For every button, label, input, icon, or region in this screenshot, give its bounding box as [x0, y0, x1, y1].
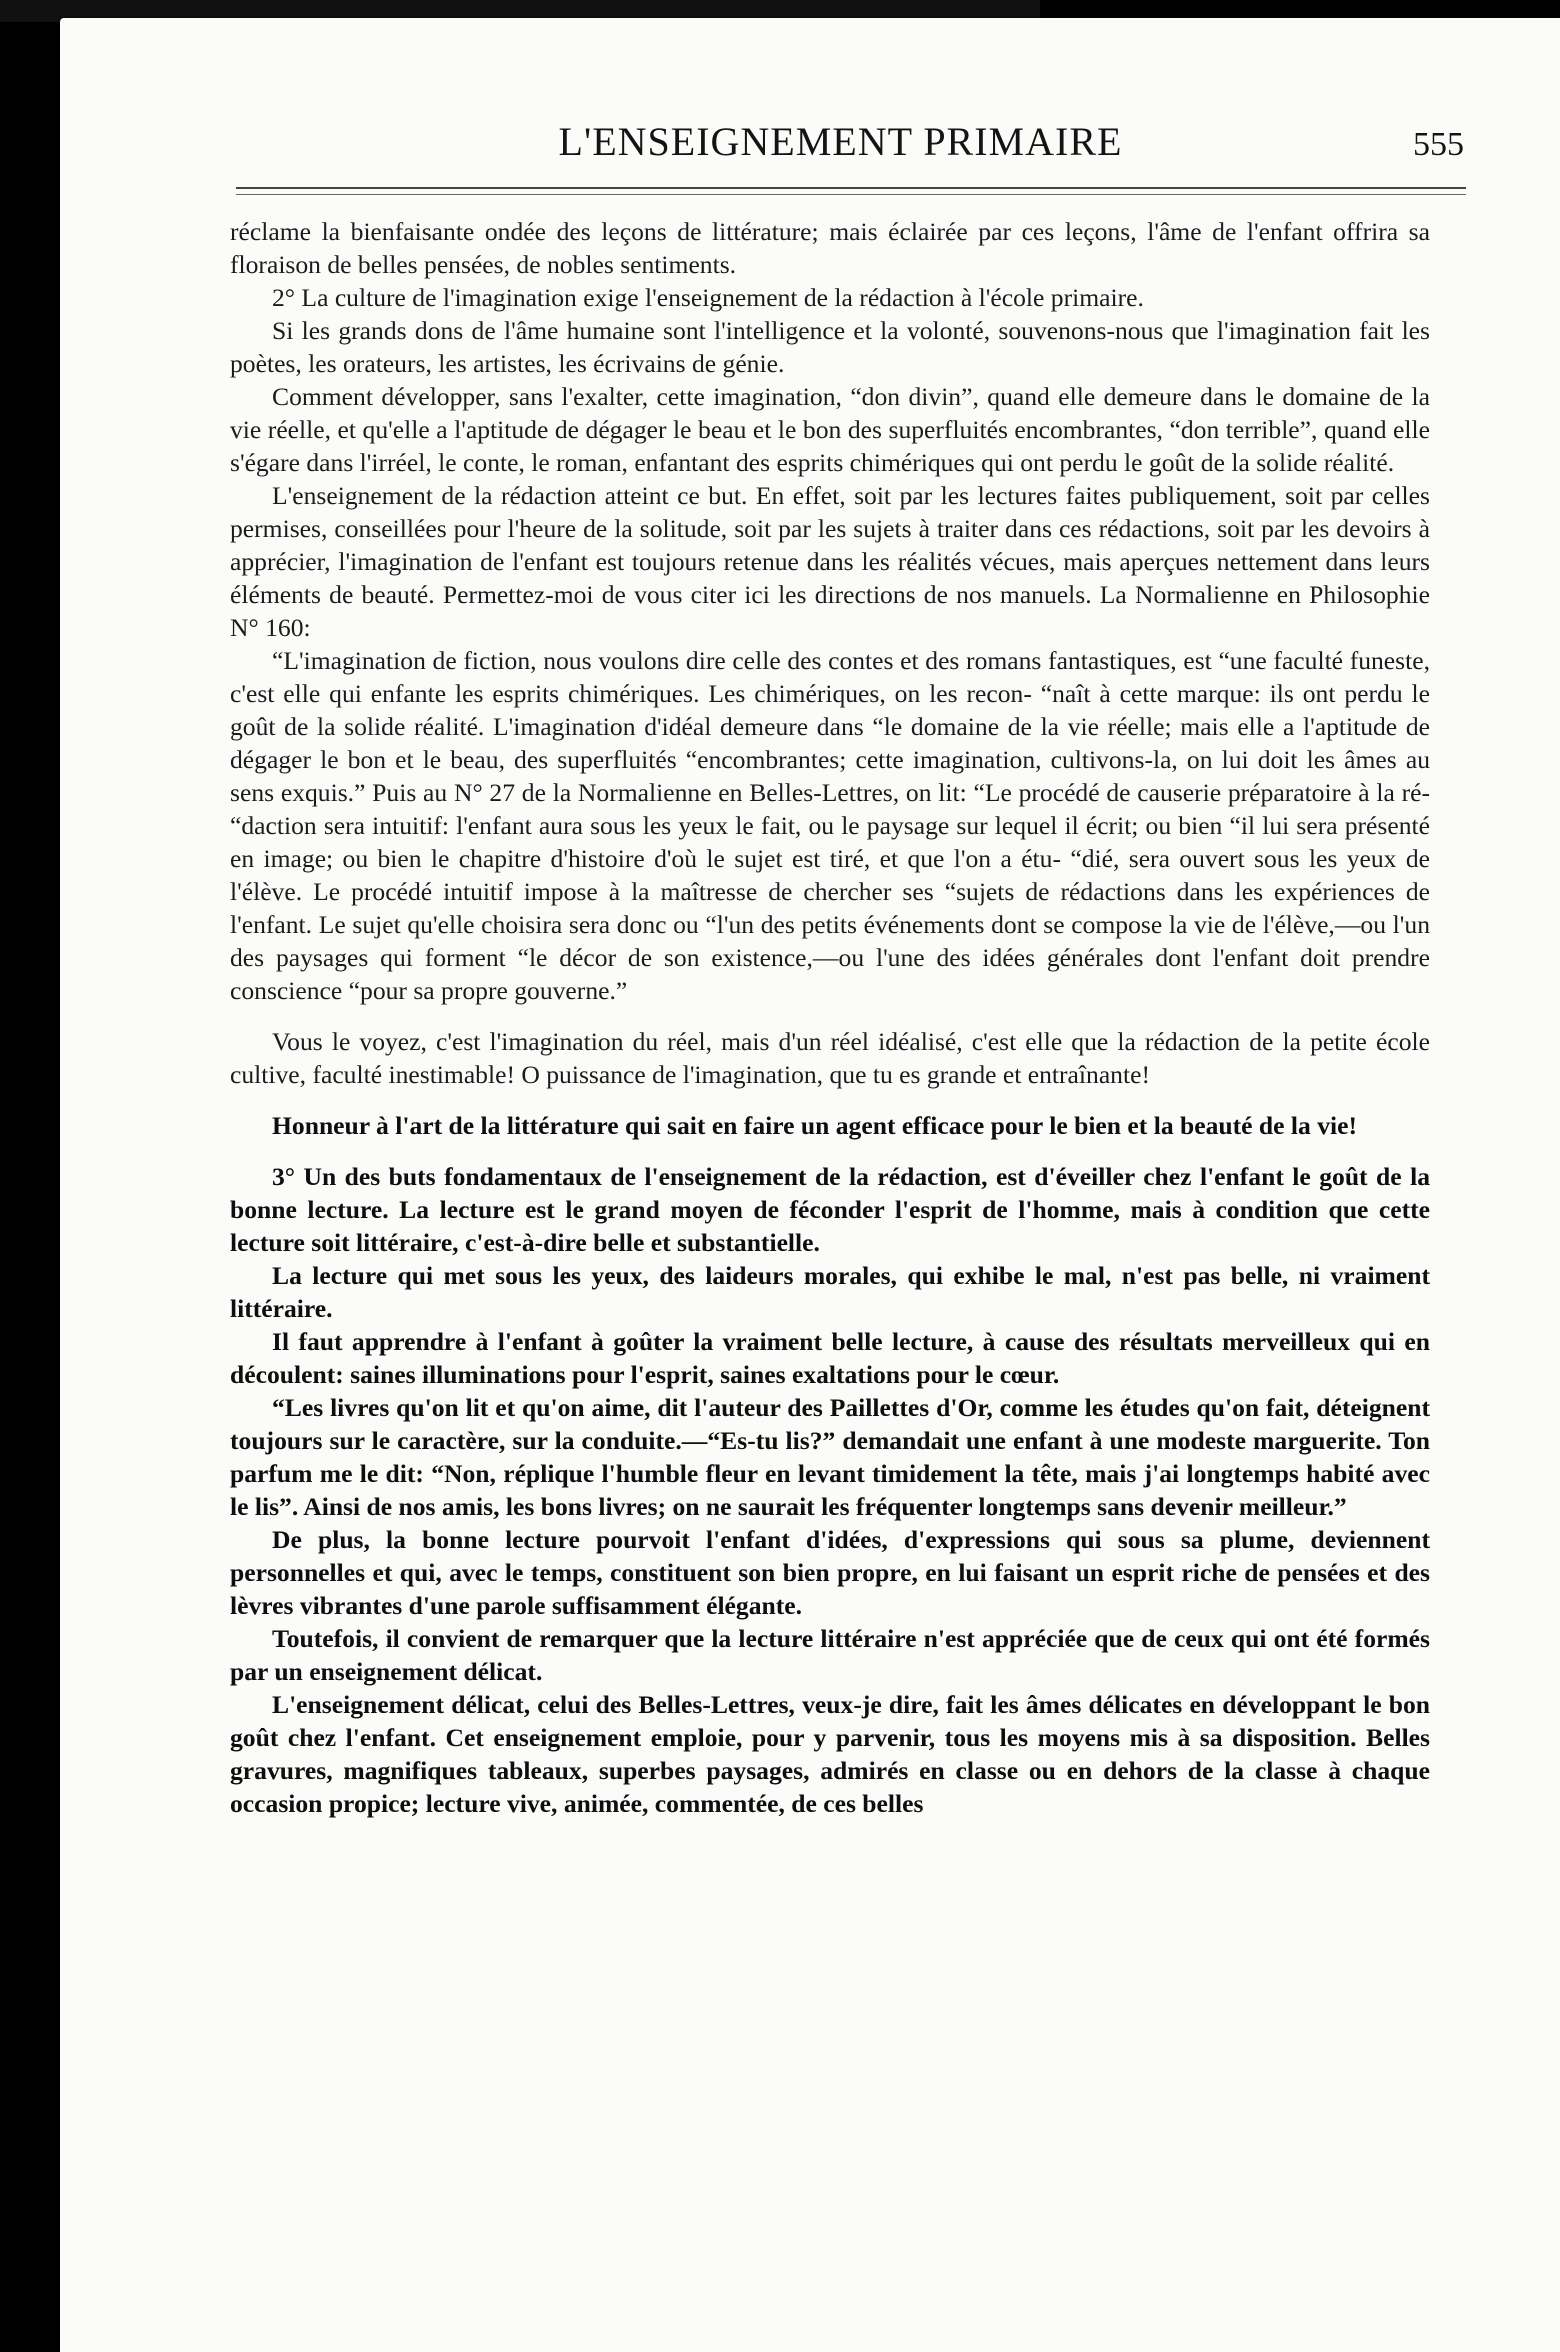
paragraph: 2° La culture de l'imagination exige l'enseignement de la rédaction à l'école primaire.	[272, 283, 1144, 312]
document-page	[60, 18, 1560, 2352]
paragraph: “Les livres qu'on lit et qu'on aime, dit l'auteur des Paillettes d'Or, comme les études qu'on fait, déteignent toujours sur le caractère, sur la conduite.—“Es-tu lis?” demandait une enfant à une modeste marguerite. Ton parfum me le dit: “Non, réplique l'humble fleur en levant timidement la tête, mais j'ai longtemps habité avec le lis”. Ainsi de nos amis, les bons livres; on ne saurait les fréquenter longtemps sans devenir meilleur.”	[230, 1393, 1430, 1521]
paragraph: 3° Un des buts fondamentaux de l'enseignement de la rédaction, est d'éveiller chez l'enfant le goût de la bonne lecture. La lecture est le grand moyen de féconder l'esprit de l'homme, mais à condition que cette lecture soit littéraire, c'est-à-dire belle et substantielle.	[230, 1162, 1430, 1257]
paragraph: L'enseignement de la rédaction atteint ce but. En effet, soit par les lectures faites publiquement, soit par celles permises, conseillées pour l'heure de la solitude, soit par les sujets à traiter dans ces rédactions, soit par les devoirs à apprécier, l'imagination de l'enfant est toujours retenue dans les réalités vécues, mais aperçues nettement dans leurs éléments de beauté. Permettez-moi de vous citer ici les directions de nos manuels. La Normalienne en Philosophie N° 160:	[230, 481, 1430, 642]
block-quote	[230, 644, 1430, 1007]
paragraph: réclame la bienfaisante ondée des leçons de littérature; mais éclairée par ces leçons, l'âme de l'enfant offrira sa floraison de belles pensées, de nobles sentiments.	[230, 217, 1430, 279]
page-number: 555	[1413, 126, 1464, 163]
paragraph: Vous le voyez, c'est l'imagination du réel, mais d'un réel idéalisé, c'est elle que la rédaction de la petite école cultive, faculté inestimable! O puissance de l'imagination, que tu es grande et entraînante!	[230, 1027, 1430, 1089]
page-header	[268, 118, 1464, 165]
paragraph: Comment développer, sans l'exalter, cette imagination, “don divin”, quand elle demeure dans le domaine de la vie réelle, et qu'elle a l'aptitude de dégager le beau et le bon des superfluités encombrantes, “don terrible”, quand elle s'égare dans l'irréel, le conte, le roman, enfantant des esprits chimériques qui ont perdu le goût de la solide réalité.	[230, 382, 1430, 477]
paragraph: Si les grands dons de l'âme humaine sont l'intelligence et la volonté, souvenons-nous que l'imagination fait les poètes, les orateurs, les artistes, les écrivains de génie.	[230, 316, 1430, 378]
page-content	[170, 118, 1464, 1820]
paragraph: Honneur à l'art de la littérature qui sait en faire un agent efficace pour le bien et la beauté de la vie!	[272, 1111, 1358, 1140]
running-title: L'ENSEIGNEMENT PRIMAIRE	[558, 119, 1123, 164]
paragraph: La lecture qui met sous les yeux, des laideurs morales, qui exhibe le mal, n'est pas belle, ni vraiment littéraire.	[230, 1261, 1430, 1323]
quote-paragraph: “L'imagination de fiction, nous voulons dire celle des contes et des romans fantastiques, est “une faculté funeste, c'est elle qui enfante les esprits chimériques. Les chimériques, on les recon- “naît à cette marque: ils ont perdu le goût de la solide réalité. L'imagination d'idéal demeure dans “le domaine de la vie réelle; mais elle a l'aptitude de dégager le bon et le beau, des superfluités “encombrantes; cette imagination, cultivons-la, on lui doit les âmes au sens exquis.” Puis au N° 27 de la Normalienne en Belles-Lettres, on lit: “Le procédé de causerie préparatoire à la ré- “daction sera intuitif: l'enfant aura sous les yeux le fait, ou le paysage sur lequel il écrit; ou bien “il lui sera présenté en image; ou bien le chapitre d'histoire d'où le sujet est tiré, et que l'on a étu- “dié, sera ouvert sous les yeux de l'élève. Le procédé intuitif impose à la maîtresse de chercher ses “sujets de rédactions dans les expériences de l'enfant. Le sujet qu'elle choisira sera donc ou “l'un des petits événements dont se compose la vie de l'élève,—ou l'un des paysages qui forment “le décor de son existence,—ou l'une des idées générales dont l'enfant doit prendre conscience “pour sa propre gouverne.”	[230, 646, 1430, 1005]
paragraph: Toutefois, il convient de remarquer que la lecture littéraire n'est appréciée que de ceux qui ont été formés par un enseignement délicat.	[230, 1624, 1430, 1686]
paragraph: L'enseignement délicat, celui des Belles-Lettres, veux-je dire, fait les âmes délicates en développant le bon goût chez l'enfant. Cet enseignement emploie, pour y parvenir, tous les moyens mis à sa disposition. Belles gravures, magnifiques tableaux, superbes paysages, admirés en classe ou en dehors de la classe à chaque occasion propice; lecture vive, animée, commentée, de ces belles	[230, 1690, 1430, 1818]
header-rule-thin	[236, 194, 1466, 195]
header-rule	[236, 187, 1466, 189]
paragraph: Il faut apprendre à l'enfant à goûter la vraiment belle lecture, à cause des résultats merveilleux qui en découlent: saines illuminations pour l'esprit, saines exaltations pour le cœur.	[230, 1327, 1430, 1389]
paragraph: De plus, la bonne lecture pourvoit l'enfant d'idées, d'expressions qui sous sa plume, deviennent personnelles et qui, avec le temps, constituent son bien propre, en lui faisant un esprit riche de pensées et des lèvres vibrantes d'une parole suffisamment élégante.	[230, 1525, 1430, 1620]
body-text	[230, 215, 1430, 1820]
